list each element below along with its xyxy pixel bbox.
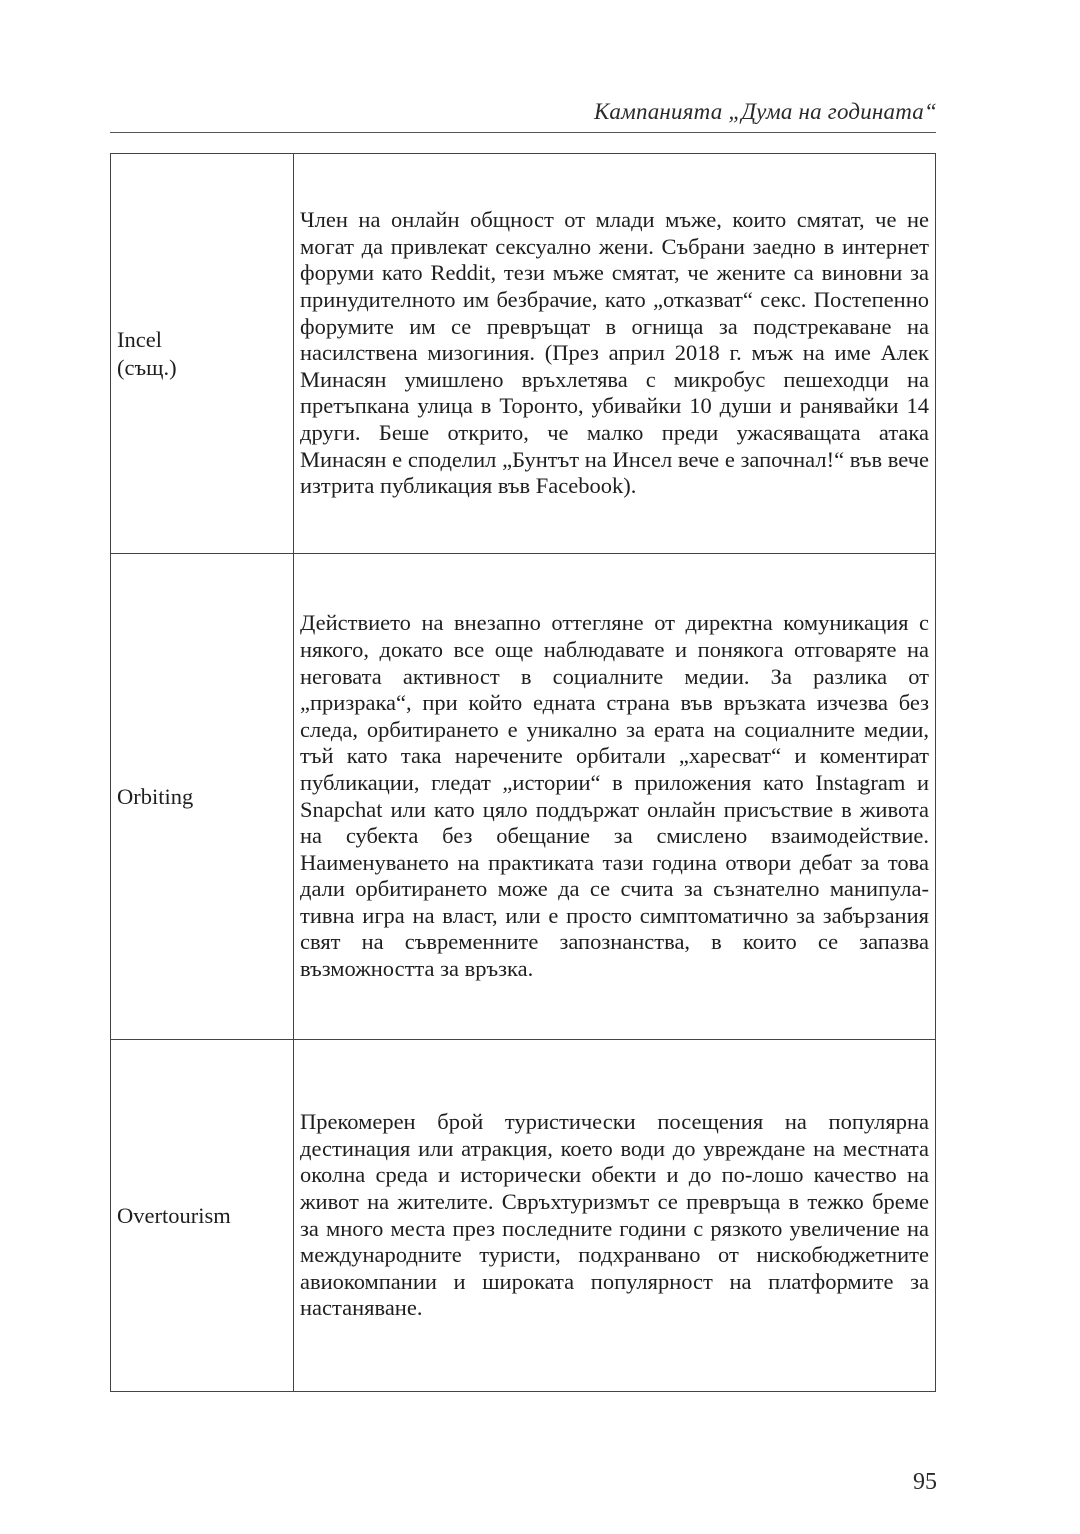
terms-table [110,153,936,1392]
header-rule [110,132,936,133]
term-cell [111,154,294,554]
table-row-orbiting [111,554,936,1040]
table-row-overtourism [111,1040,936,1392]
term-cell [111,554,294,1040]
term-cell [111,1040,294,1392]
term-label: Overtourism [117,1202,231,1228]
page-number: 95 [913,1469,937,1495]
definition-cell: Действието на внезапно оттегляне от директна комуникация с някого, докато все още наблюдавате и понякога отговаряте на неговата активност в социалните медии. За разлика от „призрака“, при който едната страна във връзката изчезва без следа, орбитирането е уникално за ерата на социалните медии, тъй като така наречените орбитали „харесват“ и коментират публикации, гледат „истории“ в приложения като Instagram и Snapchat или като цяло поддържат онлайн присъствие в живота на субекта без обещание за смислено взаимодействие. Наименуването на практиката тази година отвори дебат за това дали орбитирането може да се счита за съзнателно манипулативна игра на власт, или е просто симптоматично за забързания свят на съвременните запознанства, в които се запазва възможността за връзка. [294,554,936,1040]
term-part-of-speech: (същ.) [117,354,177,380]
term-label: Orbiting [117,783,194,809]
table-row-incel [111,154,936,554]
definition-cell: Прекомерен брой туристически посещения на популярна дестинация или атракция, което води до увреждане на местната околна среда и исторически обекти и до по-лошо качество на живот на жителите. Свръхтуризмът се превръща в тежко бреме за много места през последните години с рязкото увеличение на международните туристи, подхранвано от нискобюджетните авиокомпании и широката популярност на платформите за настаняване. [294,1040,936,1392]
term-label: Incel [117,326,162,352]
definition-cell: Член на онлайн общност от млади мъже, които смятат, че не могат да привлекат сексуално жени. Събрани заедно в интернет форуми като Reddit, тези мъже смятат, че жените са виновни за принудителното им безбрачие, като „отказват“ секс. Постепенно форумите им се превръщат в огнища за подстрекаване на насилствена мизогиния. (През април 2018 г. мъж на име Алек Минасян умишлено връхлетява с микробус пешеходци на претъпкана улица в Торонто, убивайки 10 души и ранявайки 14 други. Беше открито, че малко преди ужасяващата атака Минасян е споделил „Бунтът на Инсел вече е започнал!“ във вече изтрита публикация във Facebook). [294,154,936,554]
running-header-title: Кампанията „Дума на годината“ [593,99,937,124]
